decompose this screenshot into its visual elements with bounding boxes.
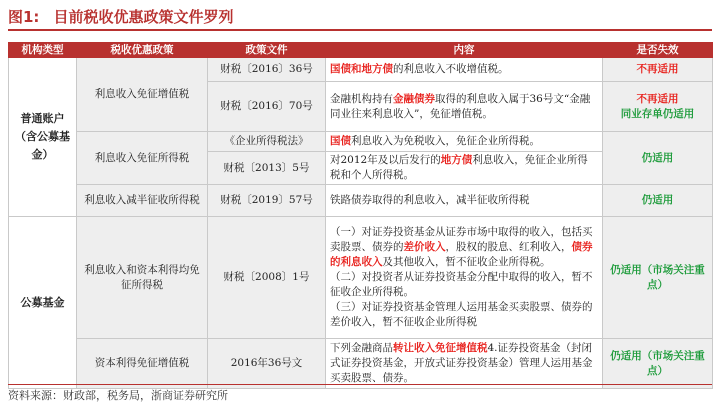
status-badge: 仍适用: [603, 185, 713, 217]
doc-cs-2016-36: 财税〔2016〕36号: [208, 58, 326, 82]
content-text: 及其他收入，暂不征收企业所得税。: [382, 256, 551, 268]
category-public-fund: 公募基金: [9, 217, 77, 389]
table-row: [9, 217, 713, 339]
header-policy-document: 政策文件: [208, 43, 326, 58]
highlight-text: 地方债: [440, 154, 473, 166]
content-text: 利息收入为免税收入，免征企业所得税。: [351, 135, 540, 147]
highlight-text: 差价收入: [403, 241, 446, 253]
doc-cs-2016-70: 财税〔2016〕70号: [208, 82, 326, 132]
content-row-5: 铁路债券取得的利息收入，减半征收所得税: [326, 185, 603, 217]
highlight-text: 债券的利息收入: [330, 241, 593, 268]
status-badge: 同业存单仍适用: [620, 107, 695, 120]
content-row-7: [326, 339, 603, 389]
header-tax-policy: 税收优惠政策: [77, 43, 208, 58]
status-cell-row-2: [603, 82, 713, 132]
doc-cs-2008-1: 财税〔2008〕1号: [208, 217, 326, 339]
status-badge: 仍适用（市场关注重点）: [603, 217, 713, 339]
source-note: 资料来源：财政部，税务局，浙商证券研究所: [8, 384, 712, 406]
highlight-text: 国债和地方债: [330, 63, 393, 75]
content-row-4: [326, 152, 603, 185]
content-text: 利息收入，免征企业所得税和个人所得税。: [330, 154, 588, 181]
highlight-text: 金融债券: [393, 92, 435, 105]
table-row: [9, 132, 713, 152]
table-row: [9, 339, 713, 389]
policy-interest-income-tax-exempt: 利息收入免征所得税: [77, 132, 208, 185]
content-row-2: [326, 82, 603, 132]
doc-cs-2019-57: 财税〔2019〕57号: [208, 185, 326, 217]
content-row-3: [326, 132, 603, 152]
figure-title: [8, 5, 712, 31]
header-content: 内容: [326, 43, 603, 58]
header-institution-type: 机构类型: [9, 43, 77, 58]
policy-interest-vat-exempt: 利息收入免征增值税: [77, 58, 208, 132]
doc-cs-2013-5: 财税〔2013〕5号: [208, 152, 326, 185]
policy-interest-half-tax: 利息收入减半征收所得税: [77, 185, 208, 217]
doc-enterprise-income-tax-law: 《企业所得税法》: [208, 132, 326, 152]
table-row: [9, 185, 713, 217]
content-row-1: [326, 58, 603, 82]
content-text: （一）对证券投资基金从证券市场中取得的收入，包括买卖股票、债券的: [330, 226, 593, 253]
content-text: 取得的利息收入属于36号文“金融同业往来利息收入”，免征增值税。: [330, 92, 591, 120]
content-text: 下列金融商品: [330, 342, 393, 354]
tax-policy-table: [8, 42, 713, 389]
status-badge: 不再适用: [636, 92, 679, 105]
status-badge: 仍适用（市场关注重点）: [603, 339, 713, 389]
content-text: 金融机构持有: [330, 92, 393, 105]
content-text: （三）对证券投资基金管理人运用基金买卖股票、债券的差价收入，暂不征收企业所得税: [330, 301, 593, 328]
category-general-account: 普通账户（含公募基金）: [9, 58, 77, 217]
figure-title-text: 目前税收优惠政策文件罗列: [53, 8, 234, 26]
header-status: 是否失效: [603, 43, 713, 58]
content-text: （二）对投资者从证券投资基金分配中取得的收入，暂不征收企业所得税。: [330, 271, 593, 298]
doc-2016-36: 2016年36号文: [208, 339, 326, 389]
status-badge: 仍适用: [603, 132, 713, 185]
highlight-text: 国债: [330, 135, 351, 147]
highlight-text: 转让收入免征增值税: [393, 342, 488, 354]
status-badge: 不再适用: [603, 58, 713, 82]
policy-capital-gains-vat-exempt: 资本利得免征增值税: [77, 339, 208, 389]
content-row-6: [326, 217, 603, 339]
content-text: ，股权的股息、红利收入，: [445, 241, 572, 253]
content-text: 对2012年及以后发行的: [330, 154, 441, 166]
content-text: 的利息收入不收增值税。: [393, 63, 509, 75]
table-header-row: [9, 43, 713, 58]
content-text: 4.证券投资基金（封闭式证券投资基金，开放式证券投资基金）管理人运用基金买卖股票、债券。: [330, 342, 593, 384]
figure-number: 图1:: [8, 8, 40, 26]
table-row: [9, 58, 713, 82]
policy-interest-capital-gains-exempt: 利息收入和资本利得均免征所得税: [77, 217, 208, 339]
